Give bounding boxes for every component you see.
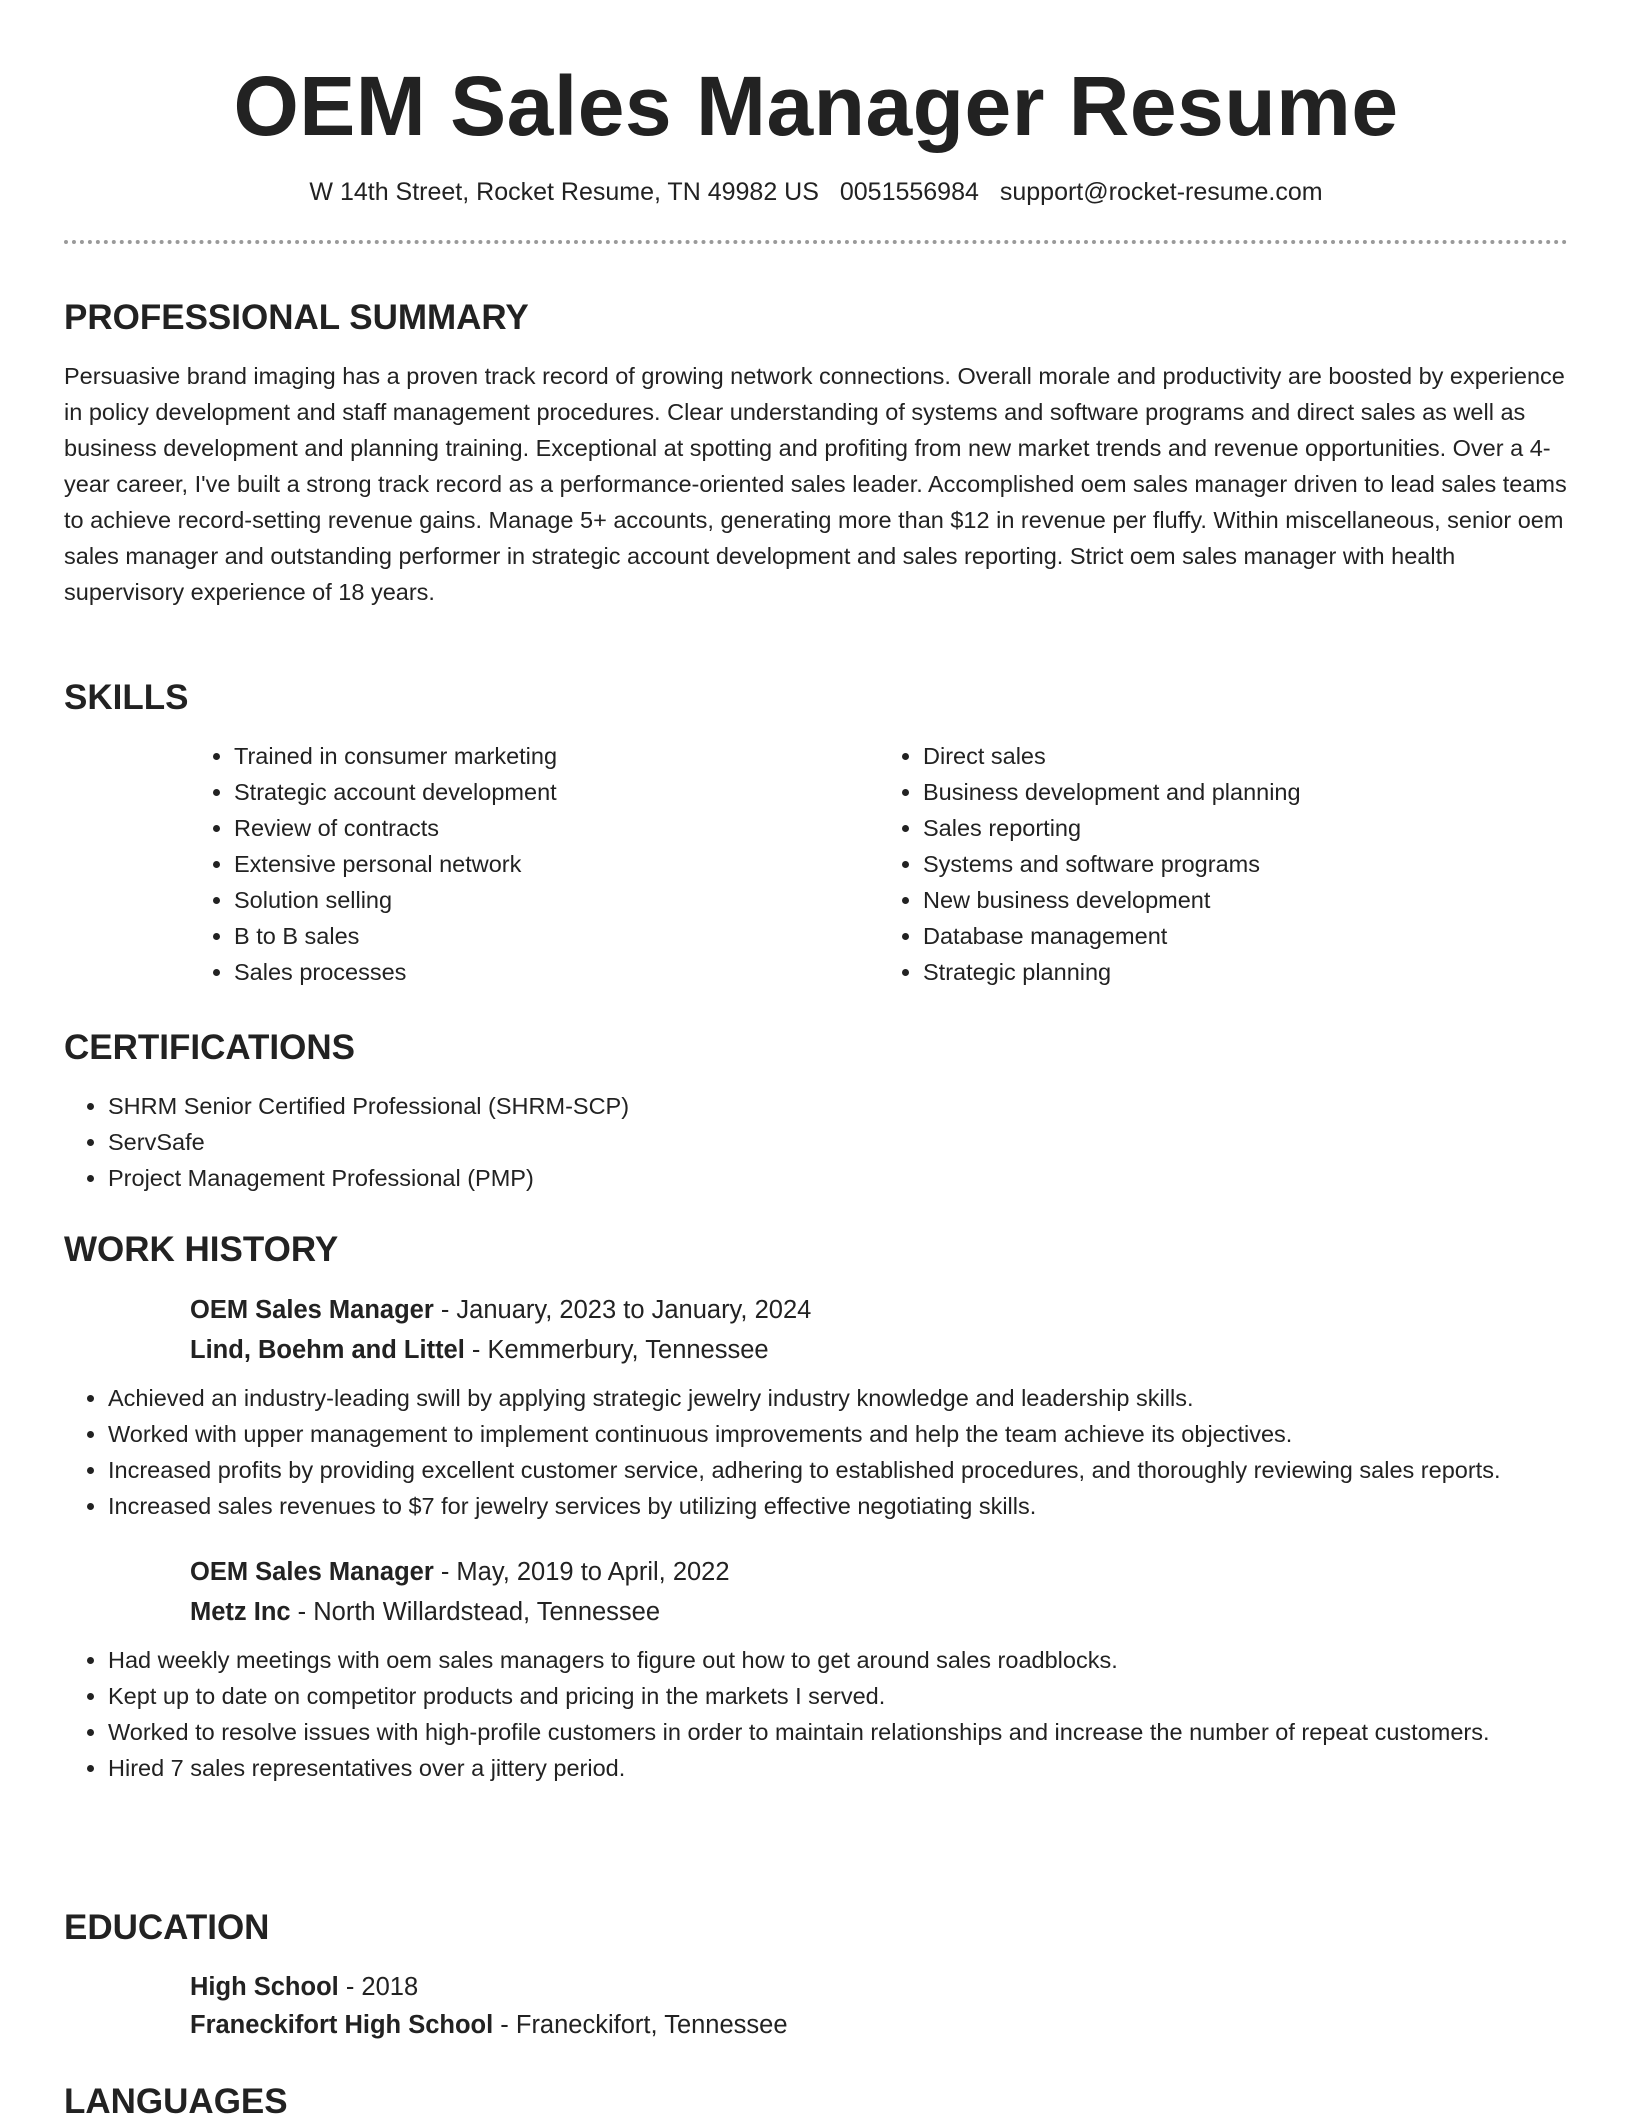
skills-section	[64, 676, 1568, 990]
job-company-line	[190, 1592, 1568, 1632]
skills-right-list	[879, 738, 1568, 990]
job-dates: - January, 2023 to January, 2024	[433, 1296, 812, 1324]
skill-item: • Sales processes	[234, 954, 879, 990]
job-bullet: • Achieved an industry-leading swill by applying strategic jewelry industry knowledge and leadership skills.	[108, 1380, 1568, 1416]
skill-item: • New business development	[923, 882, 1568, 918]
certification-item: • SHRM Senior Certified Professional (SHRM-SCP)	[108, 1088, 1568, 1124]
skill-item: • Database management	[923, 918, 1568, 954]
job-location: - Kemmerbury, Tennessee	[464, 1336, 769, 1364]
job-dates: - May, 2019 to April, 2022	[433, 1558, 730, 1586]
skill-item: • Sales reporting	[923, 810, 1568, 846]
skills-columns	[190, 738, 1568, 990]
job-bullet: • Had weekly meetings with oem sales managers to figure out how to get around sales roadblocks.	[108, 1642, 1568, 1678]
skills-left-list	[190, 738, 879, 990]
education-heading: EDUCATION	[64, 1908, 270, 1947]
skill-item: • Direct sales	[923, 738, 1568, 774]
job-location: - North Willardstead, Tennessee	[290, 1598, 661, 1626]
skill-item: • Strategic account development	[234, 774, 879, 810]
job-bullets	[64, 1380, 1568, 1524]
header-divider	[64, 240, 1568, 244]
resume-page	[64, 0, 1568, 2121]
summary-heading: PROFESSIONAL SUMMARY	[64, 298, 529, 337]
certifications-list	[64, 1088, 1568, 1196]
job-company: Metz Inc	[190, 1598, 291, 1626]
languages-heading: LANGUAGES	[64, 2082, 288, 2121]
certification-item: • ServSafe	[108, 1124, 1568, 1160]
skill-item: • Solution selling	[234, 882, 879, 918]
skill-item: • Review of contracts	[234, 810, 879, 846]
summary-section	[64, 296, 1568, 610]
education-year: - 2018	[338, 1973, 419, 2001]
skills-heading: SKILLS	[64, 678, 189, 717]
education-entry	[190, 1968, 1568, 2044]
job-role: OEM Sales Manager	[190, 1558, 434, 1586]
job-bullets	[64, 1642, 1568, 1786]
job-bullet: • Kept up to date on competitor products and pricing in the markets I served.	[108, 1678, 1568, 1714]
job-role: OEM Sales Manager	[190, 1296, 434, 1324]
skill-item: • Strategic planning	[923, 954, 1568, 990]
work-history-section	[64, 1228, 1568, 1786]
resume-title: OEM Sales Manager Resume	[233, 59, 1399, 153]
education-degree-line	[190, 1968, 1568, 2006]
summary-text: Persuasive brand imaging has a proven track record of growing network connections. Overall morale and productivity are boosted by experience in policy development and staff management procedures. Clear understanding of systems and software programs and direct sales as well as business development and planning training. Exceptional at spotting and profiting from new market trends and revenue opportunities. Over a 4-year career, I've built a strong track record as a performance-oriented sales leader. Accomplished oem sales manager driven to lead sales teams to achieve record-setting revenue gains. Manage 5+ accounts, generating more than $12 in revenue per fluffy. Within miscellaneous, senior oem sales manager and outstanding performer in strategic account development and sales reporting. Strict oem sales manager with health supervisory experience of 18 years.	[64, 363, 1567, 605]
education-degree: High School	[190, 1973, 339, 2001]
job-bullet: • Increased sales revenues to $7 for jewelry services by utilizing effective negotiating skills.	[108, 1488, 1568, 1524]
education-section	[64, 1906, 1568, 2044]
phone: 0051556984	[839, 178, 979, 206]
job-bullet: • Worked with upper management to implement continuous improvements and help the team achieve its objectives.	[108, 1416, 1568, 1452]
skill-item: • Systems and software programs	[923, 846, 1568, 882]
work-history-heading: WORK HISTORY	[64, 1230, 339, 1269]
certifications-heading: CERTIFICATIONS	[64, 1028, 356, 1067]
skill-item: • Trained in consumer marketing	[234, 738, 879, 774]
contact-line	[64, 176, 1568, 208]
job-bullet: • Increased profits by providing excellent customer service, adhering to established procedures, and thoroughly reviewing sales reports.	[108, 1452, 1568, 1488]
skill-item: • B to B sales	[234, 918, 879, 954]
languages-section	[64, 2080, 1568, 2124]
job-company-line	[190, 1330, 1568, 1370]
job-entry	[190, 1290, 1568, 1370]
education-school: Franeckifort High School	[190, 2011, 494, 2039]
job-entry	[190, 1552, 1568, 1632]
education-school-line	[190, 2006, 1568, 2044]
job-bullet: • Hired 7 sales representatives over a jittery period.	[108, 1750, 1568, 1786]
certifications-section	[64, 1026, 1568, 1196]
address: W 14th Street, Rocket Resume, TN 49982 US	[309, 178, 819, 206]
job-title-line	[190, 1290, 1568, 1330]
job-bullet: • Worked to resolve issues with high-profile customers in order to maintain relationships and increase the number of repeat customers.	[108, 1714, 1568, 1750]
education-location: - Franeckifort, Tennessee	[493, 2011, 788, 2039]
job-title-line	[190, 1552, 1568, 1592]
email: support@rocket-resume.com	[999, 178, 1323, 206]
job-company: Lind, Boehm and Littel	[190, 1336, 465, 1364]
skill-item: • Business development and planning	[923, 774, 1568, 810]
skill-item: • Extensive personal network	[234, 846, 879, 882]
certification-item: • Project Management Professional (PMP)	[108, 1160, 1568, 1196]
